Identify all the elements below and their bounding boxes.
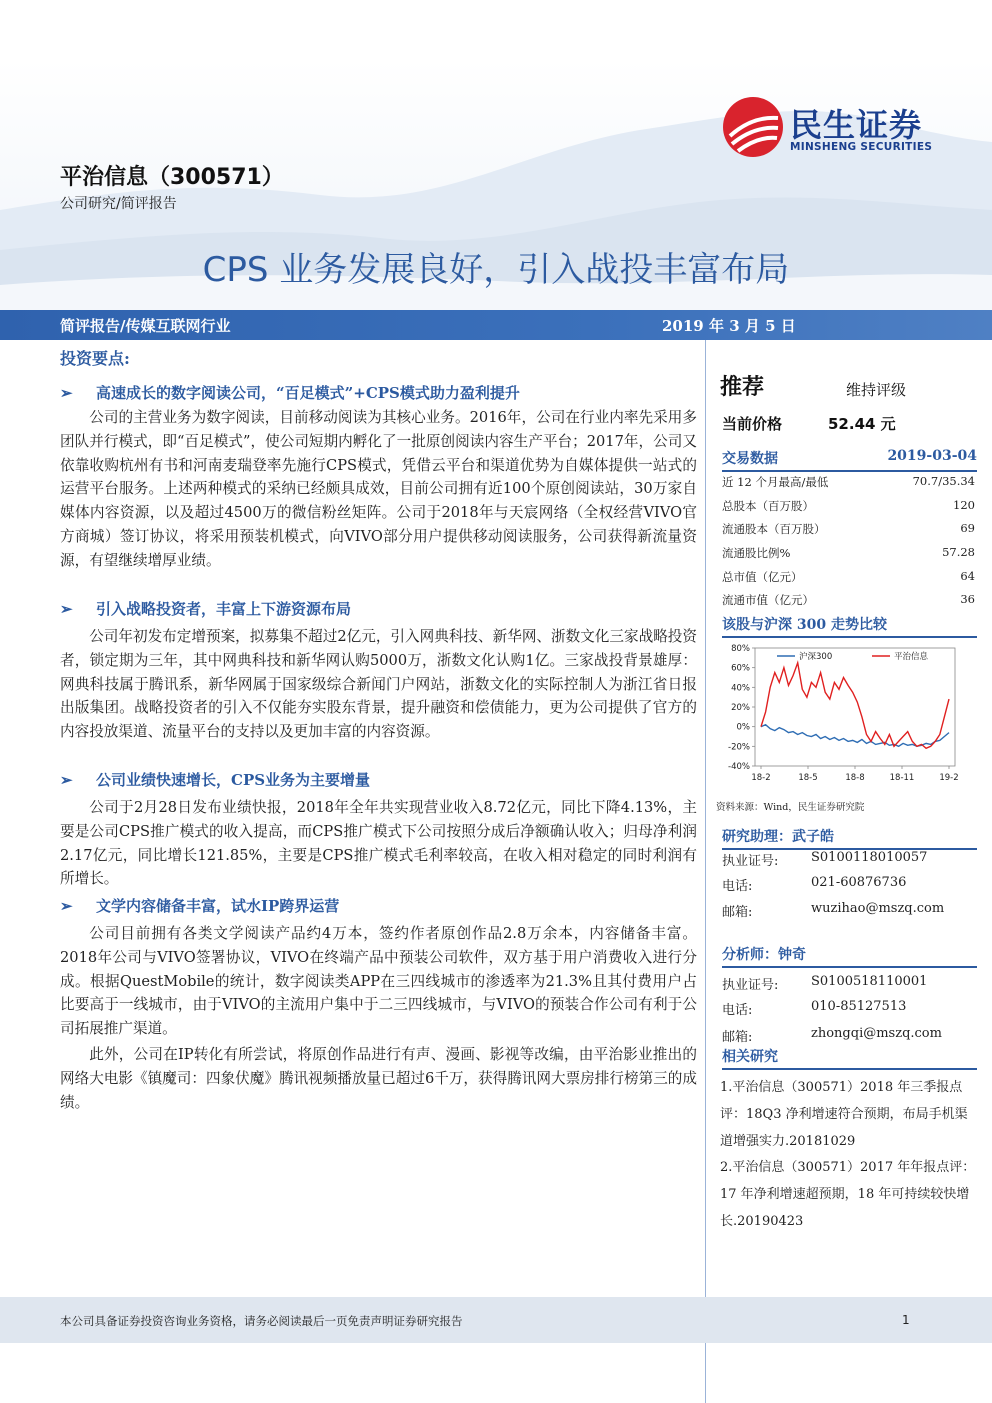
- assistant-license-label: 执业证号:: [722, 854, 779, 869]
- y-tick-label: 80%: [731, 644, 750, 654]
- trade-row: 近 12 个月最高/最低 70.7/35.34: [722, 474, 975, 489]
- logo-text-cn: 民生证券: [790, 106, 923, 144]
- y-tick-label: 20%: [731, 703, 750, 713]
- trade-row: 总股本（百万股） 120: [722, 498, 975, 513]
- assistant-phone-label: 电话:: [722, 879, 753, 894]
- bullet-title-4: ➢ 文学内容储备丰富，试水IP跨界运营: [60, 897, 340, 915]
- related-item-2[interactable]: 2.平治信息（300571）2017 年年报点评：17 年净利增速超预期，18 年可持续较快增长.20190423: [720, 1160, 976, 1229]
- paragraph-3: 公司于2月28日发布业绩快报，2018年全年共实现营业收入8.72亿元，同比下降4.13%，主要是公司CPS推广模式的收入提高，而CPS推广模式下公司按照分成后净额确认收入；归母净利润2.17亿元，同比增长121.85%，主要是CPS推广模式毛利率较高，在收入相对稳定的同时利润有所增长。: [60, 799, 697, 888]
- chart-title: 该股与沪深 300 走势比较: [722, 614, 977, 638]
- report-title: CPS 业务发展良好，引入战投丰富布局: [202, 250, 790, 290]
- bullet-title-2: ➢ 引入战略投资者，丰富上下游资源布局: [60, 600, 352, 618]
- y-tick-label: 60%: [731, 663, 750, 674]
- minsheng-logo-icon: [722, 96, 784, 158]
- industry-label: 简评报告/传媒互联网行业: [60, 317, 231, 335]
- column-divider: [705, 340, 706, 1403]
- chevron-right-icon: ➢: [60, 384, 73, 402]
- y-tick-label: -20%: [728, 742, 750, 753]
- trade-data-header: 交易数据 2019-03-04: [722, 448, 977, 472]
- related-header: 相关研究: [722, 1046, 977, 1070]
- x-tick-label: 18-8: [845, 773, 865, 783]
- assistant-header: 研究助理：武子皓: [722, 826, 977, 850]
- trade-row: 流通股比例% 57.28: [722, 545, 975, 560]
- chart-frame: [755, 648, 955, 766]
- analyst-email-value[interactable]: zhongqi@mszq.com: [811, 1026, 942, 1041]
- report-date: 2019 年 3 月 5 日: [662, 317, 796, 335]
- paragraph-5: 此外，公司在IP转化有所尝试，将原创作品进行有声、漫画、影视等改编，由平治影业推出的网络大电影《镇魔司：四象伏魔》腾讯视频播放量已超过6千万，获得腾讯网大票房排行榜第三的成绩。: [60, 1046, 697, 1111]
- analyst-email-label: 邮箱:: [722, 1030, 753, 1045]
- paragraph-4: 公司目前拥有各类文学阅读产品约4万本，签约作者原创作品2.8万余本，内容储备丰富。2018年公司与VIVO签署协议，VIVO在终端产品中预装公司软件，双方基于用户消费收入进行分成。根据QuestMobile的统计，数字阅读类APP在三四线城市的渗透率为21.3%且其付费用户占比要高于一线城市，由于VIVO的主流用户集中于二三四线城市，与VIVO的预装合作公司有利于公司拓展推广渠道。: [60, 925, 697, 1038]
- assistant-phone-value: 021-60876736: [811, 875, 907, 890]
- chart-source: 资料来源：Wind，民生证券研究院: [716, 802, 865, 813]
- analyst-header: 分析师：钟奇: [722, 944, 977, 968]
- chevron-right-icon: ➢: [60, 771, 73, 789]
- price-label: 当前价格: [722, 415, 783, 433]
- page-number: 1: [902, 1313, 910, 1327]
- analyst-license-label: 执业证号:: [722, 978, 779, 993]
- paragraph-1: 公司的主营业务为数字阅读，目前移动阅读为其核心业务。2016年，公司在行业内率先采用多团队并行模式，即“百足模式”，使公司短期内孵化了一批原创阅读内容生产平台；2017年，公司又依靠收购杭州有书和河南麦瑞登率先施行CPS模式，凭借云平台和渠道优势为自媒体提供一站式的运营平台服务。上述两种模式的采纳已经颇具成效，目前公司拥有近100个原创阅读站，30万家自媒体内容资源，以及超过4500万的微信粉丝矩阵。公司于2018年与天宸网络（全权经营VIVO官方商城）签订协议，将采用预装机模式，向VIVO部分用户提供移动阅读服务，公司获得新流量资源，有望继续增厚业绩。: [60, 409, 697, 569]
- logo-text-en: MINSHENG SECURITIES: [790, 141, 933, 153]
- trade-row: 总市值（亿元） 64: [722, 569, 975, 584]
- trade-row: 流通股本（百万股） 69: [722, 521, 975, 536]
- y-tick-label: 0%: [736, 722, 750, 733]
- rating: 推荐: [720, 375, 765, 400]
- price-value: 52.44 元: [828, 415, 896, 433]
- analyst-license-value: S0100518110001: [811, 974, 928, 989]
- trade-data-date: 2019-03-04: [887, 448, 977, 464]
- x-tick-label: 18-5: [798, 773, 818, 783]
- footer-disclaimer: 本公司具备证券投资咨询业务资格，请务必阅读最后一页免责声明证券研究报告: [60, 1314, 463, 1328]
- bullet-title-1: ➢ 高速成长的数字阅读公司，“百足模式”+CPS模式助力盈利提升: [60, 384, 520, 402]
- y-tick-label: 40%: [731, 683, 750, 694]
- x-tick-label: 18-11: [889, 773, 915, 783]
- trade-row: 流通市值（亿元） 36: [722, 592, 975, 607]
- analyst-phone-value: 010-85127513: [811, 999, 907, 1014]
- chevron-right-icon: ➢: [60, 600, 73, 618]
- y-tick-label: -40%: [728, 762, 750, 772]
- legend-label: 平治信息: [894, 652, 929, 662]
- legend-label: 沪深300: [799, 652, 833, 662]
- x-tick-label: 19-2: [939, 773, 959, 783]
- bullet-title-3: ➢ 公司业绩快速增长，CPS业务为主要增量: [60, 771, 371, 789]
- assistant-license-value: S0100118010057: [811, 850, 928, 865]
- paragraph-2: 公司年初发布定增预案，拟募集不超过2亿元，引入网典科技、新华网、浙数文化三家战略投资者，锁定期为三年，其中网典科技和新华网认购5000万，浙数文化认购1亿。三家战投背景雄厚：网典科技属于腾讯系，新华网属于国家级综合新闻门户网站，浙数文化的实际控制人为浙江省日报出版集团。战略投资者的引入不仅能夯实股东背景，提升融资和偿债能力，更为公司提供了官方的内容投放渠道、流量平台的支持以及更加丰富的内容资源。: [60, 628, 697, 741]
- series-line-stock: [761, 663, 949, 749]
- series-line-csi300: [761, 725, 949, 747]
- related-item-1[interactable]: 1.平治信息（300571）2018 年三季报点评：18Q3 净利增速符合预期，布局手机渠道增强实力.20181029: [720, 1080, 968, 1149]
- report-type: 公司研究/简评报告: [60, 196, 177, 212]
- company-name: 平治信息（300571）: [60, 165, 284, 190]
- chevron-right-icon: ➢: [60, 897, 73, 915]
- assistant-email-label: 邮箱:: [722, 905, 753, 920]
- rating-note: 维持评级: [846, 381, 907, 399]
- assistant-email-value[interactable]: wuzihao@mszq.com: [811, 901, 945, 916]
- x-tick-label: 18-2: [751, 773, 771, 783]
- section-heading: 投资要点:: [60, 349, 130, 368]
- trend-chart: [715, 640, 977, 790]
- analyst-phone-label: 电话:: [722, 1003, 753, 1018]
